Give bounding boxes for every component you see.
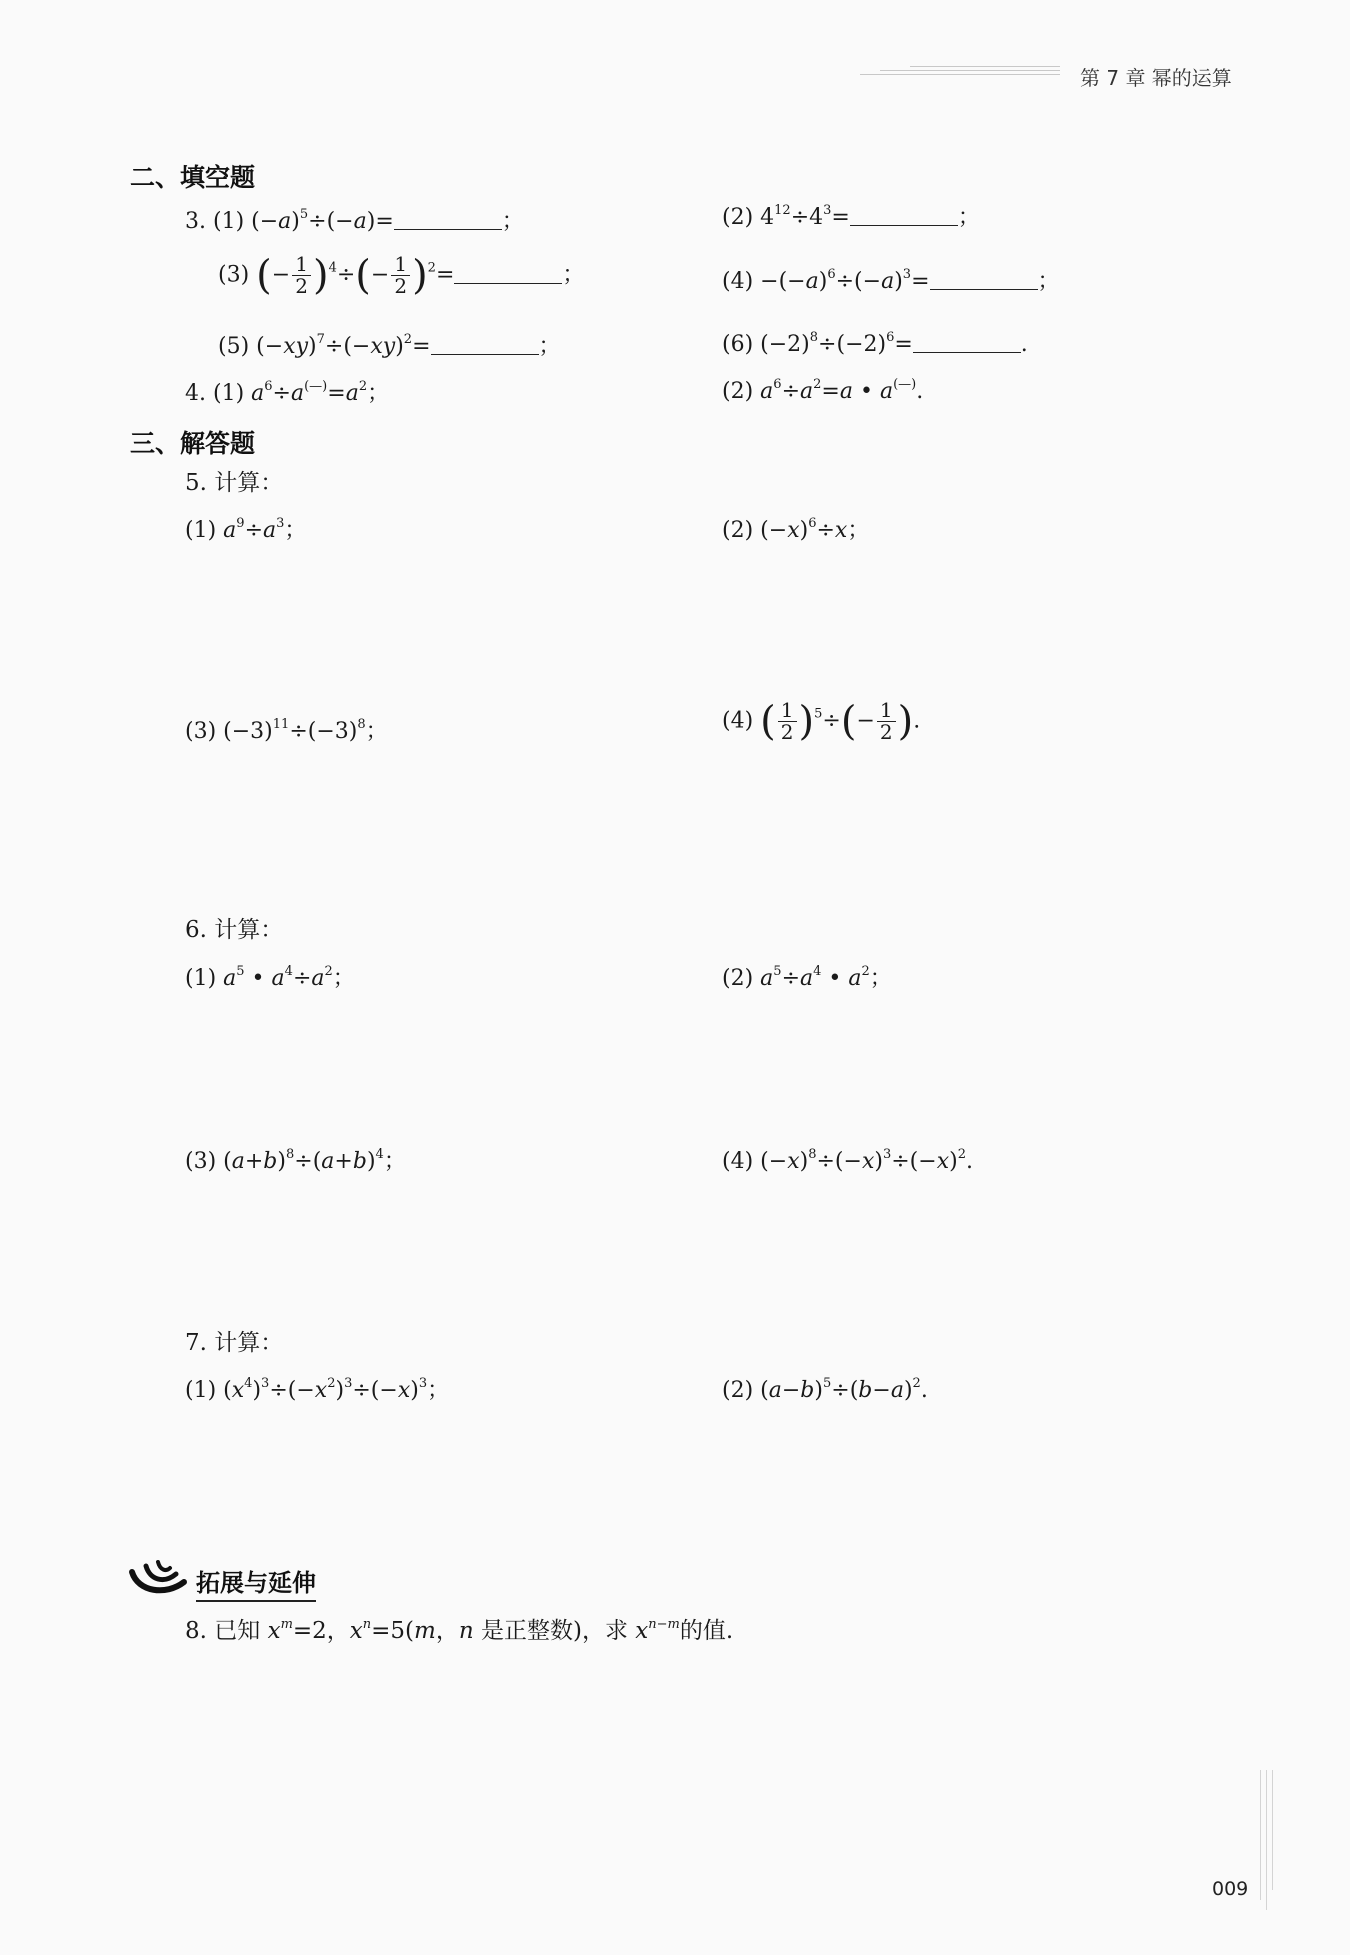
q6-part4: (4) $(-x)^8\div(-x)^3\div(-x)^2$. bbox=[722, 1147, 973, 1174]
exponent-blank[interactable]: (—) bbox=[304, 379, 328, 394]
q7-part1: (1) $(x^4)^3\div(-x^2)^3\div(-x)^3$； bbox=[185, 1376, 450, 1403]
answer-blank[interactable] bbox=[431, 336, 539, 355]
extension-swirl-icon bbox=[128, 1558, 190, 1598]
q6-part1: (1) $a^5$ • $a^4\div a^2$； bbox=[185, 964, 355, 991]
extension-title: 拓展与延伸 bbox=[196, 1563, 316, 1602]
answer-blank[interactable] bbox=[930, 271, 1038, 290]
q5-title: 5. 计算： bbox=[185, 470, 284, 496]
q7-part2: (2) $(a-b)^5\div(b-a)^2$. bbox=[722, 1376, 928, 1403]
header-decoration bbox=[860, 66, 1060, 86]
q8: 8. 已知 $x^m=2$，$x^n=5(m$，n 是正整数)，求 $x^{n-m}$的值. bbox=[185, 1617, 734, 1644]
q5-part4: (4) ( $\frac{1}{2}$ )$^5$÷(− $\frac{1}{2}$ ). bbox=[722, 698, 921, 745]
answer-blank[interactable] bbox=[394, 211, 502, 230]
q6-part2: (2) $a^5\div a^4$ • $a^2$； bbox=[722, 964, 892, 991]
q3-part5: (5) $(-xy)^7\div(-xy)^2=$ ； bbox=[218, 332, 561, 359]
q5-part1: (1) $a^9\div a^3$； bbox=[185, 516, 307, 543]
q5-part2: (2) $(-x)^6\div x$； bbox=[722, 516, 870, 543]
section-fill-title: 二、填空题 bbox=[130, 163, 256, 192]
q6-part3: (3) $(a+b)^8\div(a+b)^4$； bbox=[185, 1147, 406, 1174]
q4-part1: 4. (1) $a^6\div a^{(—)}=a^2$； bbox=[185, 379, 390, 406]
page-number: 009 bbox=[1212, 1878, 1249, 1900]
q5-part3: (3) $(-3)^{11}\div(-3)^8$； bbox=[185, 717, 388, 744]
q3-part6: (6) $(-2)^8\div(-2)^6=$ . bbox=[722, 330, 1028, 357]
q6-title: 6. 计算： bbox=[185, 917, 284, 943]
answer-blank[interactable] bbox=[913, 334, 1021, 353]
answer-blank[interactable] bbox=[454, 265, 562, 284]
answer-blank[interactable] bbox=[850, 207, 958, 226]
q3-part2: (2) $4^{12}\div 4^3=$ ； bbox=[722, 203, 980, 230]
q3-part1: 3. (1) $(-a)^5\div(-a)=$ ； bbox=[185, 207, 524, 234]
q3-part3: (3) (− $\frac{1}{2}$ )$^4$÷(− $\frac{1}{2}$ )$^2$= ； bbox=[218, 252, 585, 299]
q3-part4: $(4) -(-a)^6\div(-a)^3=$ ； bbox=[722, 267, 1060, 294]
q4-part2: (2) $a^6\div a^2=a$ • a(—). bbox=[722, 377, 924, 404]
q7-title: 7. 计算： bbox=[185, 1330, 284, 1356]
section-solve-title: 三、解答题 bbox=[130, 429, 256, 458]
chapter-title: 第 7 章 幂的运算 bbox=[1080, 66, 1232, 90]
exponent-blank[interactable]: (—) bbox=[893, 377, 917, 392]
